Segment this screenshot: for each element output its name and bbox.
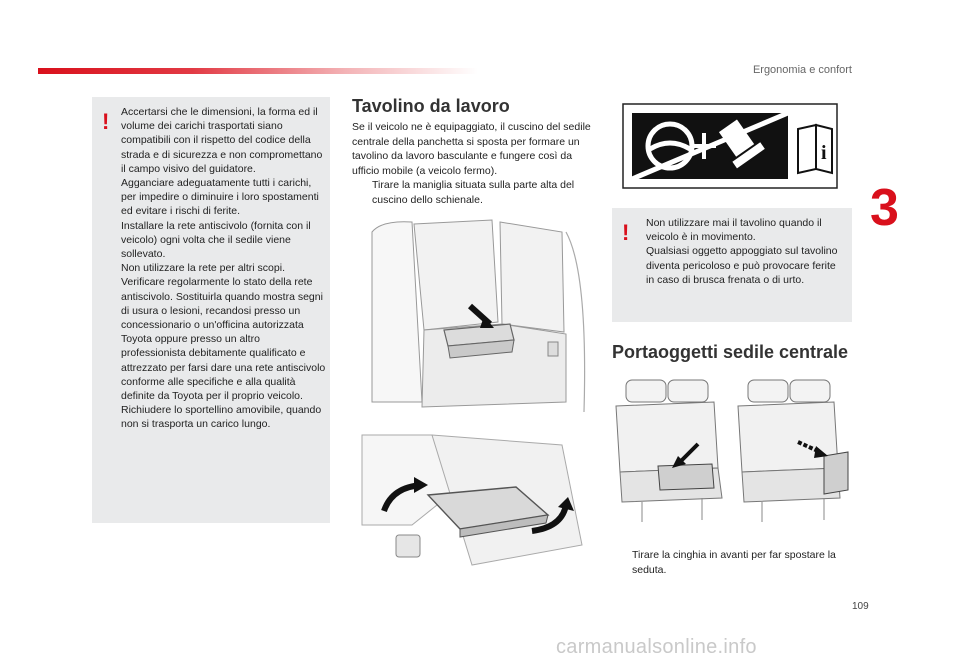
svg-text:i: i bbox=[821, 142, 827, 164]
storage-section-title: Portaoggetti sedile centrale bbox=[612, 342, 849, 362]
warning-icon: ! bbox=[622, 220, 630, 245]
work-desk-illustration-bottom bbox=[352, 425, 592, 590]
chapter-number: 3 bbox=[870, 179, 899, 237]
warning-text-right: Non utilizzare mai il tavolino quando il veicolo è in movimento. Qualsiasi oggetto appoggiato sul tavolino diventa pericoloso e può provocare ferite in caso di brusca frenata o di urto. bbox=[646, 217, 838, 286]
storage-bullet-text: Tirare la cinghia in avanti per far spostare la seduta. bbox=[632, 549, 836, 576]
watermark: carmanualsonline.info bbox=[556, 636, 757, 658]
page-number: 109 bbox=[852, 601, 869, 612]
warning-icon: ! bbox=[102, 109, 110, 134]
storage-bullet-item bbox=[612, 548, 844, 577]
warning-box-left bbox=[92, 97, 330, 523]
desk-section-body: Se il veicolo ne è equipaggiato, il cuscino del sedile centrale della panchetta si sposta per formare un tavolino da lavoro basculante e fungere così da ufficio mobile (a veicolo fermo). bbox=[352, 121, 591, 177]
desk-bullet-item bbox=[352, 178, 592, 207]
desk-bullet-text: Tirare la maniglia situata sulla parte alta del cuscino dello schienale. bbox=[372, 179, 575, 206]
warning-box-right bbox=[612, 208, 852, 322]
header-accent-bar bbox=[38, 68, 478, 74]
center-seat-storage-illustration bbox=[602, 372, 854, 534]
warning-text-left: Accertarsi che le dimensioni, la forma ed il volume dei carichi trasportati siano compatibili con il rispetto del codice della strada e di sicurezza e non compromettano il campo visivo del guidatore. Agganciare adeguatamente tutti i carichi, per impedire o diminuire i loro spostamenti ed evitare i rischi di ferite. Installare la rete antiscivolo (fornita con il veicolo) ogni volta che il sedile viene sollevato. Non utilizzare la rete per altri scopi. Verificare regolarmente lo stato della rete antiscivolo. Sostituirla quando mostra segni di usura o lesioni, recandosi presso un concessionario o un'officina autorizzata Toyota oppure presso un altro professionista debitamente qualificato e attrezzato per farsi dare una rete antiscivolo conforme alle specifiche e alla qualità definite da Toyota per il proprio veicolo. Richiudere lo sportellino amovibile, quando non si trasporta un carico lungo. bbox=[121, 106, 326, 431]
section-title: Ergonomia e confort bbox=[752, 64, 852, 76]
no-desk-while-driving-pictogram bbox=[622, 103, 838, 189]
info-book-icon bbox=[798, 125, 832, 173]
desk-section-title: Tavolino da lavoro bbox=[352, 96, 510, 116]
work-desk-illustration-top bbox=[352, 212, 592, 422]
